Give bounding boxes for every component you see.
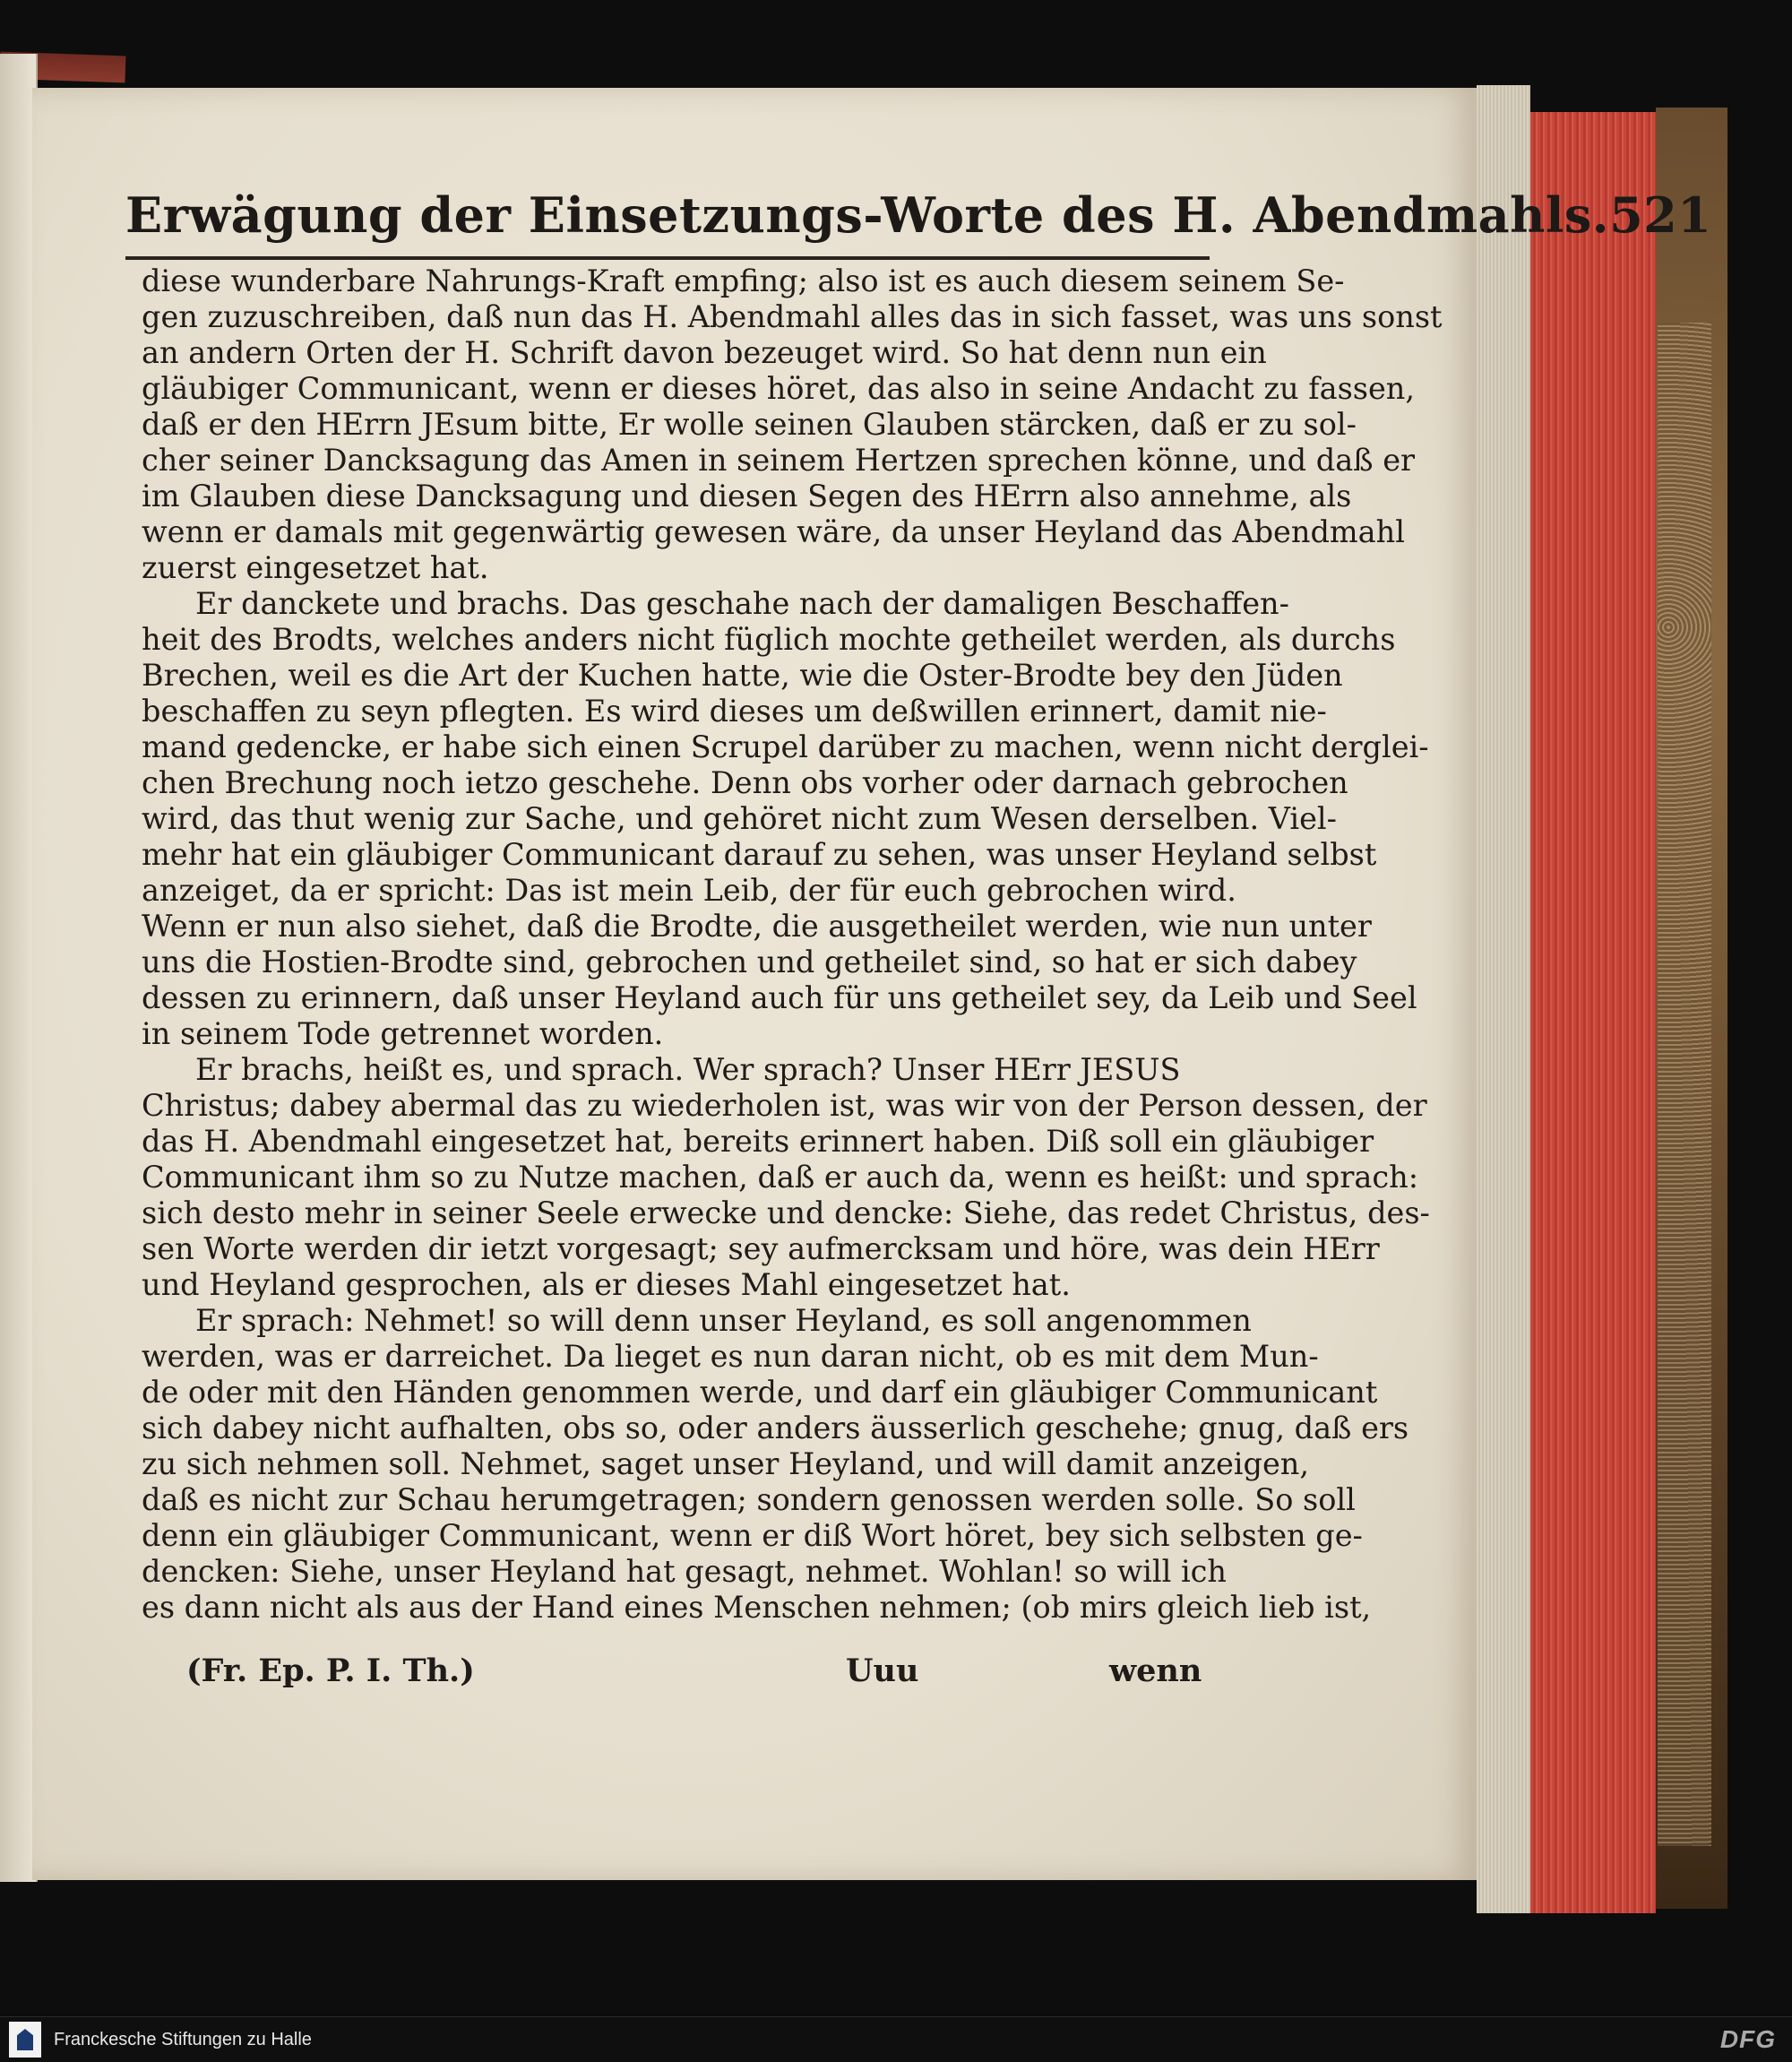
text-line: uns die Hostien-Brodte sind, gebrochen und getheilet sind, so hat er sich dabey — [142, 945, 1357, 979]
text-line: und Heyland gesprochen, als er dieses Mahl eingesetzet hat. — [142, 1267, 1071, 1302]
page-number: 521 — [1609, 186, 1712, 244]
text-line: Wenn er nun also siehet, daß die Brodte, die ausgetheilet werden, wie nun unter — [142, 909, 1372, 944]
text-line: an andern Orten der H. Schrift davon bezeuget wird. So hat denn nun ein — [142, 335, 1267, 370]
text-line: sich desto mehr in seiner Seele erwecke und dencke: Siehe, das redet Christus, des- — [142, 1195, 1430, 1230]
text-line: Er danckete und brachs. Das geschahe nach der damaligen Beschaffen- — [195, 586, 1289, 621]
signature-line: (Fr. Ep. P. I. Th.) — [186, 1652, 475, 1689]
text-line: diese wunderbare Nahrungs-Kraft empfing; also ist es auch diesem seinem Se- — [142, 263, 1345, 298]
running-title: Erwägung der Einsetzungs-Worte des H. Abendmahls. — [125, 186, 1610, 244]
building-icon — [17, 2029, 33, 2050]
text-line: anzeiget, da er spricht: Das ist mein Leib, der für euch gebrochen wird. — [142, 873, 1236, 908]
text-line: mehr hat ein gläubiger Communicant darauf zu sehen, was unser Heyland selbst — [142, 837, 1377, 872]
text-line: mand gedencke, er habe sich einen Scrupel darüber zu machen, wenn nicht derglei- — [142, 729, 1429, 764]
text-line: Christus; dabey abermal das zu wiederholen ist, was wir von der Person dessen, der — [142, 1088, 1427, 1123]
text-line: dencken: Siehe, unser Heyland hat gesagt, nehmet. Wohlan! so will ich — [142, 1554, 1228, 1589]
text-line: werden, was er darreichet. Da lieget es nun daran nicht, ob es mit dem Mun- — [142, 1339, 1319, 1374]
text-line: gen zuzuschreiben, daß nun das H. Abendmahl alles das in sich fasset, was uns sonst — [142, 299, 1443, 334]
text-line: denn ein gläubiger Communicant, wenn er diß Wort höret, bey sich selbsten ge- — [142, 1518, 1363, 1553]
text-line: de oder mit den Händen genommen werde, und darf ein gläubiger Communicant — [142, 1375, 1378, 1410]
red-page-edge — [1530, 112, 1656, 1913]
text-line: Communicant ihm so zu Nutze machen, daß er auch da, wenn es heißt: und sprach: — [142, 1160, 1418, 1195]
text-line: zuerst eingesetzet hat. — [142, 550, 489, 585]
text-line: cher seiner Dancksagung das Amen in seinem Hertzen sprechen könne, und daß er — [142, 443, 1416, 478]
text-line: Brechen, weil es die Art der Kuchen hatte, wie die Oster-Brodte bey den Jüden — [142, 658, 1343, 693]
text-line: daß er den HErrn JEsum bitte, Er wolle seinen Glauben stärcken, daß er zu sol- — [142, 407, 1357, 442]
text-line: gläubiger Communicant, wenn er dieses höret, das also in seine Andacht zu fassen, — [142, 371, 1416, 406]
body-text — [142, 263, 1443, 1626]
signature-mark: Uuu — [846, 1652, 919, 1689]
viewer-footer-bar — [0, 2016, 1792, 2062]
text-line: zu sich nehmen soll. Nehmet, saget unser Heyland, und will damit anzeigen, — [142, 1446, 1309, 1481]
text-line: Er sprach: Nehmet! so will denn unser Heyland, es soll angenommen — [195, 1303, 1252, 1338]
institution-logo — [9, 2022, 41, 2058]
text-line: in seinem Tode getrennet worden. — [142, 1016, 664, 1051]
cover-marbling — [1658, 323, 1711, 1846]
catchword: wenn — [1109, 1652, 1202, 1689]
page-stack — [1477, 85, 1530, 1913]
institution-name: Franckesche Stiftungen zu Halle — [54, 2029, 312, 2049]
text-line: heit des Brodts, welches anders nicht füglich mochte getheilet werden, als durchs — [142, 622, 1396, 657]
text-line: wird, das thut wenig zur Sache, und gehöret nicht zum Wesen derselben. Viel- — [142, 801, 1337, 836]
text-line: chen Brechung noch ietzo geschehe. Denn obs vorher oder darnach gebrochen — [142, 765, 1348, 800]
page-footer — [186, 1652, 1217, 1697]
text-line: Er brachs, heißt es, und sprach. Wer sprach? Unser HErr JESUS — [195, 1052, 1181, 1087]
text-line: beschaffen zu seyn pflegten. Es wird dieses um deßwillen erinnert, damit nie- — [142, 694, 1327, 729]
text-line: das H. Abendmahl eingesetzet hat, bereits erinnert haben. Diß soll ein gläubiger — [142, 1124, 1374, 1159]
text-line: daß es nicht zur Schau herumgetragen; sondern genossen werden solle. So soll — [142, 1482, 1356, 1517]
text-line: sen Worte werden dir ietzt vorgesagt; sey aufmercksam und höre, was dein HErr — [142, 1231, 1380, 1266]
text-line: sich dabey nicht aufhalten, obs so, oder anders äusserlich geschehe; gnug, daß ers — [142, 1411, 1409, 1445]
text-line: wenn er damals mit gegenwärtig gewesen wäre, da unser Heyland das Abendmahl — [142, 514, 1405, 549]
text-line: dessen zu erinnern, daß unser Heyland auch für uns getheilet sey, da Leib und Seel — [142, 980, 1417, 1015]
dfg-logo: DFG — [1719, 2025, 1776, 2053]
header-rule — [125, 256, 1210, 260]
text-line: im Glauben diese Dancksagung und diesen Segen des HErrn also annehme, als — [142, 479, 1352, 513]
running-header — [125, 186, 1712, 249]
text-line: es dann nicht als aus der Hand eines Menschen nehmen; (ob mirs gleich lieb ist, — [142, 1590, 1372, 1625]
